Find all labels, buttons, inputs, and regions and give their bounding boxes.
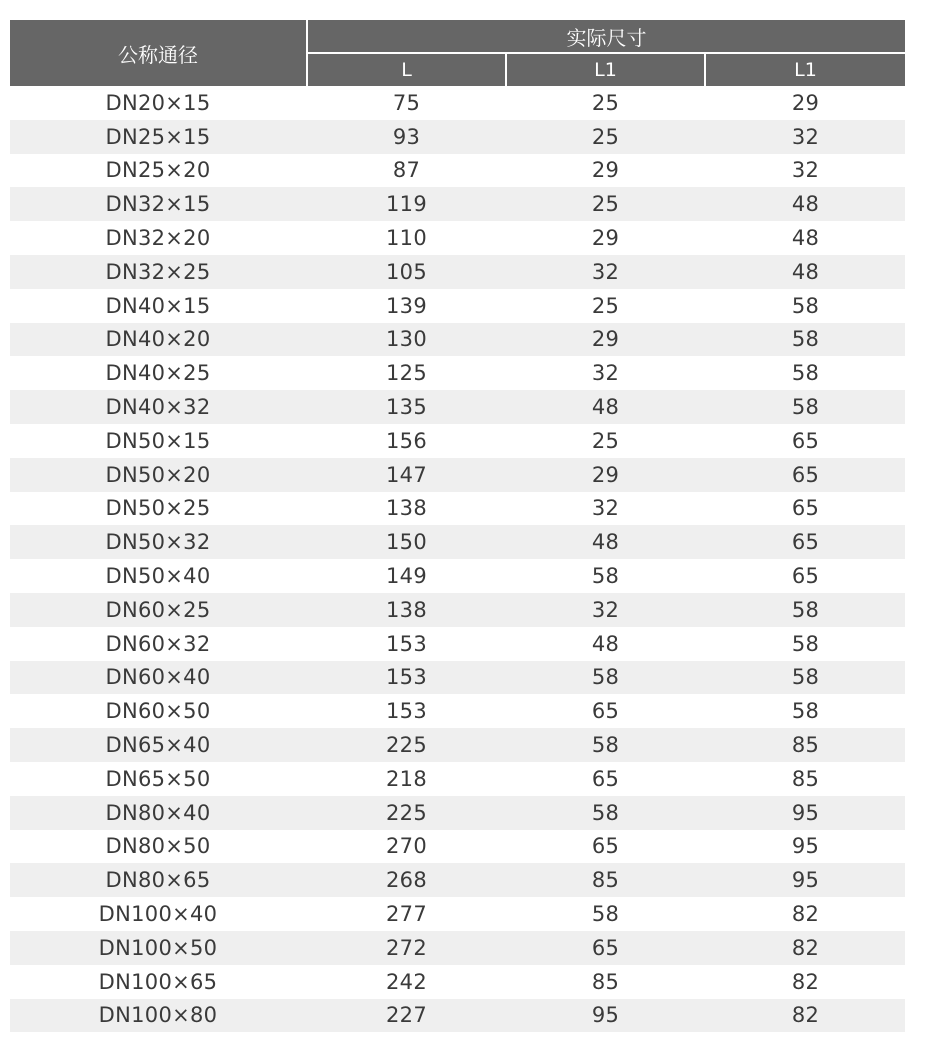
cell-nominal: DN50×20 (105, 462, 211, 487)
cell-l: 110 (386, 226, 427, 251)
cell-l: 225 (386, 733, 427, 758)
dimension-table (10, 20, 905, 1032)
cell-l1-b: 95 (791, 868, 820, 893)
cell-l1-a: 29 (591, 158, 620, 183)
table-row (10, 356, 905, 390)
table-row (10, 931, 905, 965)
cell-l1-b: 58 (791, 327, 820, 352)
cell-l1-a: 48 (591, 395, 620, 420)
table-row (10, 863, 905, 897)
cell-l1-b: 58 (791, 597, 820, 622)
cell-l1-a: 25 (591, 293, 620, 318)
cell-nominal: DN40×15 (105, 293, 211, 318)
cell-l1-b: 65 (791, 564, 820, 589)
table-row (10, 762, 905, 796)
cell-l: 272 (386, 935, 427, 960)
cell-nominal: DN40×25 (105, 361, 211, 386)
table-row (10, 661, 905, 695)
cell-nominal: DN80×40 (105, 800, 211, 825)
cell-l: 150 (386, 530, 427, 555)
cell-l1-b: 48 (791, 226, 820, 251)
table-row (10, 289, 905, 323)
cell-l1-b: 95 (791, 800, 820, 825)
cell-l1-a: 85 (591, 969, 620, 994)
cell-l1-b: 48 (791, 259, 820, 284)
cell-l1-b: 95 (791, 834, 820, 859)
cell-l: 119 (386, 192, 427, 217)
cell-l1-b: 32 (791, 124, 820, 149)
table-row (10, 424, 905, 458)
cell-l1-a: 48 (591, 530, 620, 555)
cell-l1-b: 58 (791, 699, 820, 724)
cell-nominal: DN50×40 (105, 564, 211, 589)
cell-l1-a: 29 (591, 226, 620, 251)
cell-nominal: DN50×15 (105, 428, 211, 453)
table-row (10, 830, 905, 864)
table-row (10, 221, 905, 255)
cell-l: 225 (386, 800, 427, 825)
cell-l1-a: 32 (591, 361, 620, 386)
cell-nominal: DN60×40 (105, 665, 211, 690)
cell-l1-b: 48 (791, 192, 820, 217)
cell-l1-b: 65 (791, 530, 820, 555)
cell-l: 156 (386, 428, 427, 453)
table-row (10, 120, 905, 154)
table-row (10, 728, 905, 762)
table-row (10, 559, 905, 593)
table-row (10, 897, 905, 931)
cell-nominal: DN50×32 (105, 530, 211, 555)
table-row (10, 255, 905, 289)
table-row (10, 627, 905, 661)
cell-nominal: DN32×20 (105, 226, 211, 251)
header-col-l: L (308, 54, 505, 86)
cell-l1-b: 58 (791, 395, 820, 420)
table-row (10, 492, 905, 526)
cell-l1-a: 25 (591, 192, 620, 217)
cell-l: 105 (386, 259, 427, 284)
cell-l1-b: 58 (791, 293, 820, 318)
table-body (10, 86, 905, 1032)
cell-nominal: DN60×32 (105, 631, 211, 656)
cell-l1-b: 32 (791, 158, 820, 183)
cell-nominal: DN100×80 (98, 1003, 218, 1028)
cell-l1-b: 82 (791, 969, 820, 994)
cell-l1-a: 65 (591, 699, 620, 724)
cell-l: 138 (386, 597, 427, 622)
cell-l: 138 (386, 496, 427, 521)
cell-nominal: DN60×25 (105, 597, 211, 622)
cell-l1-a: 25 (591, 124, 620, 149)
cell-nominal: DN100×40 (98, 902, 218, 927)
cell-l1-a: 58 (591, 665, 620, 690)
cell-nominal: DN65×40 (105, 733, 211, 758)
table-row (10, 593, 905, 627)
cell-l1-b: 82 (791, 902, 820, 927)
cell-l1-a: 85 (591, 868, 620, 893)
cell-l: 153 (386, 631, 427, 656)
cell-nominal: DN32×15 (105, 192, 211, 217)
cell-nominal: DN100×65 (98, 969, 218, 994)
cell-nominal: DN20×15 (105, 90, 211, 115)
cell-l: 153 (386, 665, 427, 690)
header-actual-dimensions: 实际尺寸 (308, 20, 905, 52)
table-row (10, 390, 905, 424)
cell-l1-b: 82 (791, 935, 820, 960)
cell-l: 227 (386, 1003, 427, 1028)
cell-nominal: DN60×50 (105, 699, 211, 724)
cell-l: 87 (392, 158, 421, 183)
cell-nominal: DN65×50 (105, 766, 211, 791)
cell-l1-b: 58 (791, 665, 820, 690)
cell-l: 93 (392, 124, 421, 149)
table-row (10, 965, 905, 999)
cell-l1-a: 48 (591, 631, 620, 656)
table-row (10, 187, 905, 221)
cell-l1-a: 32 (591, 496, 620, 521)
cell-nominal: DN100×50 (98, 935, 218, 960)
cell-l: 130 (386, 327, 427, 352)
cell-l1-a: 65 (591, 935, 620, 960)
cell-l: 135 (386, 395, 427, 420)
cell-l: 270 (386, 834, 427, 859)
cell-l1-a: 65 (591, 834, 620, 859)
cell-l1-b: 85 (791, 733, 820, 758)
table-row (10, 796, 905, 830)
cell-nominal: DN40×32 (105, 395, 211, 420)
cell-l: 125 (386, 361, 427, 386)
cell-l1-b: 65 (791, 496, 820, 521)
cell-l1-a: 95 (591, 1003, 620, 1028)
table-row (10, 458, 905, 492)
cell-l1-a: 58 (591, 564, 620, 589)
cell-nominal: DN80×50 (105, 834, 211, 859)
cell-nominal: DN25×20 (105, 158, 211, 183)
cell-l1-b: 58 (791, 631, 820, 656)
cell-l1-a: 29 (591, 327, 620, 352)
cell-l1-b: 82 (791, 1003, 820, 1028)
cell-l: 75 (392, 90, 421, 115)
cell-nominal: DN32×25 (105, 259, 211, 284)
cell-l1-b: 58 (791, 361, 820, 386)
cell-l: 139 (386, 293, 427, 318)
cell-nominal: DN25×15 (105, 124, 211, 149)
cell-l1-a: 65 (591, 766, 620, 791)
header-col-l1-b: L1 (706, 54, 905, 86)
cell-l1-b: 29 (791, 90, 820, 115)
cell-l1-a: 58 (591, 733, 620, 758)
cell-l: 242 (386, 969, 427, 994)
cell-l1-a: 25 (591, 428, 620, 453)
cell-l: 268 (386, 868, 427, 893)
cell-l1-b: 65 (791, 462, 820, 487)
header-col-l1-a: L1 (507, 54, 704, 86)
table-header (10, 20, 905, 86)
table-row (10, 525, 905, 559)
table-row (10, 86, 905, 120)
table-row (10, 694, 905, 728)
table-row (10, 154, 905, 188)
table-row (10, 999, 905, 1033)
cell-l: 153 (386, 699, 427, 724)
cell-l1-a: 58 (591, 800, 620, 825)
cell-l1-a: 58 (591, 902, 620, 927)
header-nominal-diameter: 公称通径 (10, 20, 306, 86)
cell-l: 277 (386, 902, 427, 927)
cell-l1-a: 25 (591, 90, 620, 115)
cell-l1-a: 29 (591, 462, 620, 487)
cell-l: 218 (386, 766, 427, 791)
cell-l1-b: 65 (791, 428, 820, 453)
table-row (10, 323, 905, 357)
cell-l: 149 (386, 564, 427, 589)
cell-l: 147 (386, 462, 427, 487)
cell-nominal: DN80×65 (105, 868, 211, 893)
cell-l1-a: 32 (591, 597, 620, 622)
cell-nominal: DN50×25 (105, 496, 211, 521)
cell-l1-b: 85 (791, 766, 820, 791)
cell-l1-a: 32 (591, 259, 620, 284)
cell-nominal: DN40×20 (105, 327, 211, 352)
